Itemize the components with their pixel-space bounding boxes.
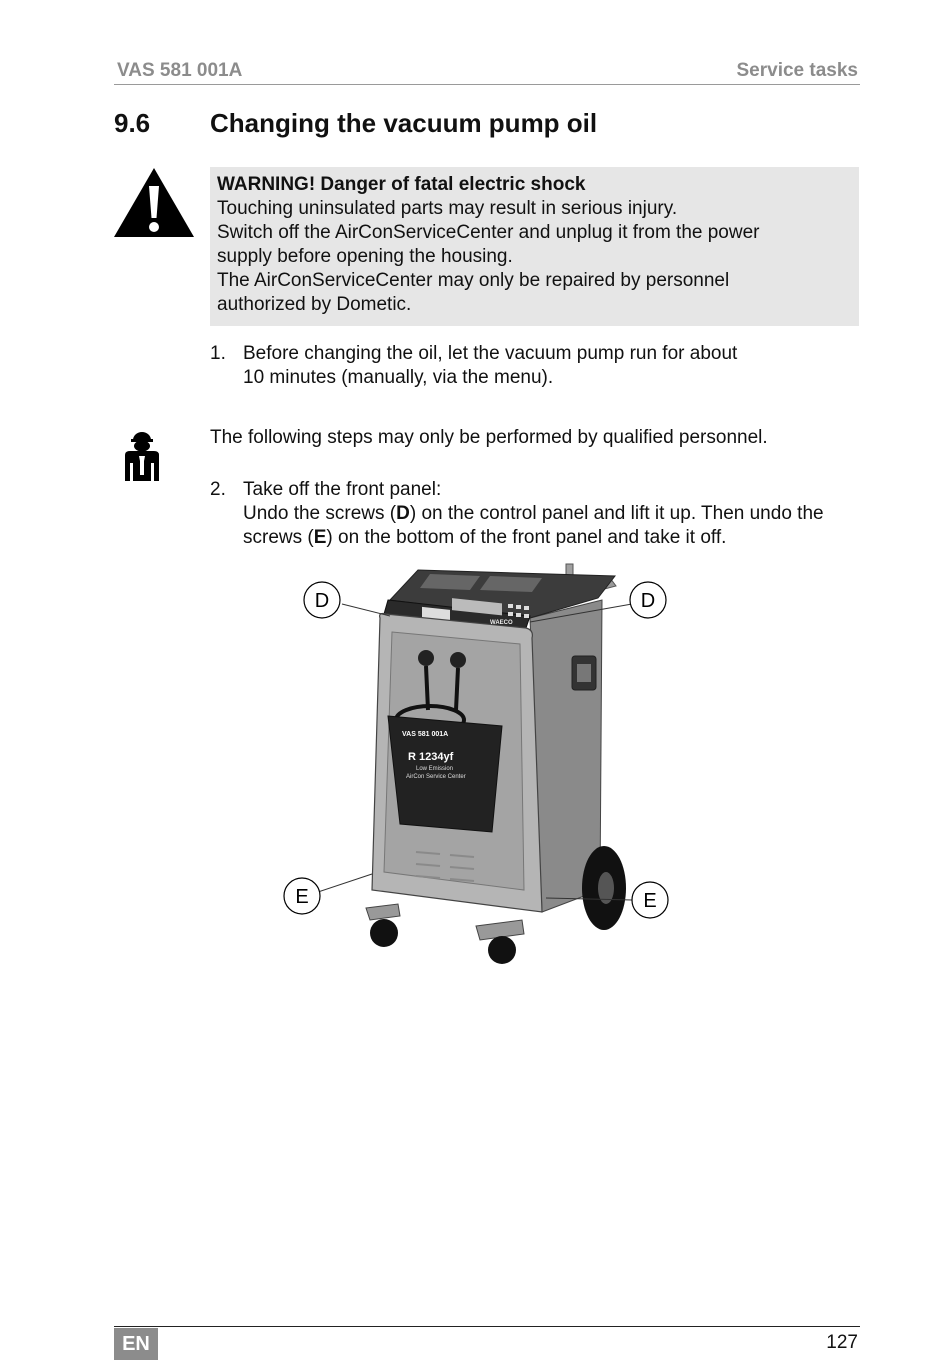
pouch-product-line2: AirCon Service Center <box>406 774 466 780</box>
warning-line: Switch off the AirConServiceCenter and unplug it from the power <box>217 222 760 243</box>
callout-d-right <box>630 582 666 618</box>
callout-d-left <box>304 582 340 618</box>
section-number: 9.6 <box>114 108 151 138</box>
warning-triangle-icon <box>112 166 196 240</box>
svg-text:D: D <box>640 590 656 612</box>
warning-line: The AirConServiceCenter may only be repaired by personnel <box>217 270 730 291</box>
screw-ref-d: D <box>396 503 410 524</box>
warning-line: Touching uninsulated parts may result in serious injury. <box>217 198 678 219</box>
header-doc-id: VAS 581 001A <box>117 60 243 81</box>
brand-label: WAECO <box>490 620 513 626</box>
step-text-line: 10 minutes (manually, via the menu). <box>243 367 554 388</box>
warning-line: supply before opening the housing. <box>217 246 513 267</box>
step-text-line: Take off the front panel: <box>243 479 442 500</box>
step-text-line: Undo the screws (D) on the control panel and lift it up. Then undo the <box>243 503 824 524</box>
svg-text:E: E <box>643 890 657 912</box>
header-rule <box>114 84 860 85</box>
step-number: 2. <box>210 479 226 500</box>
svg-text:E: E <box>295 886 309 908</box>
warning-title: WARNING! Danger of fatal electric shock <box>217 174 586 195</box>
warning-line: authorized by Dometic. <box>217 294 412 315</box>
footer-rule <box>114 1326 860 1327</box>
section-title: Changing the vacuum pump oil <box>210 108 598 138</box>
step-number: 1. <box>210 343 226 364</box>
svg-text:D: D <box>314 590 330 612</box>
page-number: 127 <box>826 1332 858 1353</box>
callout-e-left <box>284 878 320 914</box>
warning-box <box>210 167 859 326</box>
language-badge: EN <box>114 1328 158 1360</box>
pouch-product-line1: Low Emission <box>416 766 454 772</box>
aircon-service-center-illustration <box>280 560 680 980</box>
pouch-device-label: VAS 581 001A <box>402 731 449 738</box>
step-text-line: screws (E) on the bottom of the front panel and take it off. <box>243 527 727 548</box>
pouch-refrigerant: R 1234yf <box>408 751 454 763</box>
qualified-personnel-note: The following steps may only be performed by qualified personnel. <box>210 427 768 448</box>
screw-ref-e: E <box>313 527 327 548</box>
step-text-line: Before changing the oil, let the vacuum pump run for about <box>243 343 738 364</box>
callout-e-right <box>632 882 668 918</box>
header-section-name: Service tasks <box>736 60 858 81</box>
qualified-personnel-icon <box>122 427 162 483</box>
